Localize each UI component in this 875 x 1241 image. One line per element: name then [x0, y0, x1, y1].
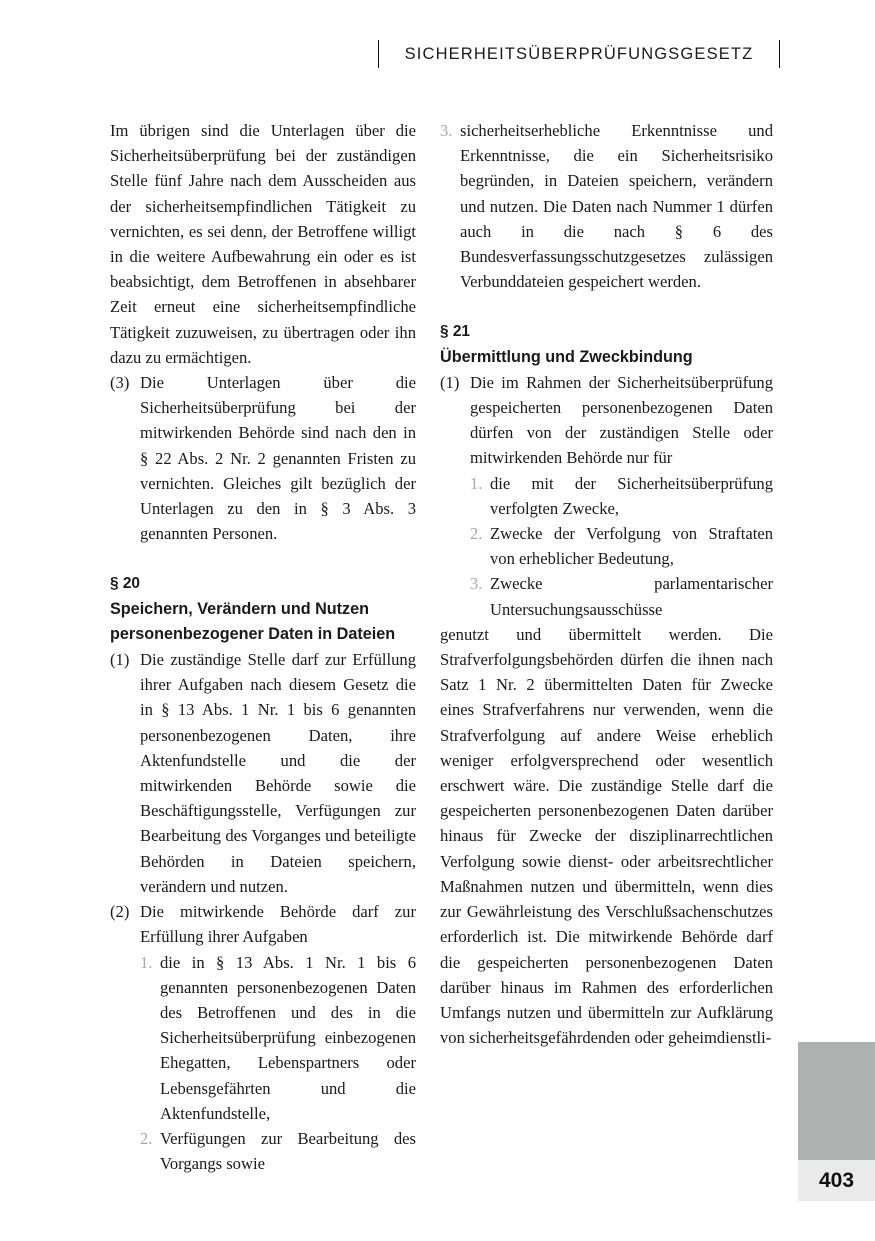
folio-box [798, 1160, 875, 1201]
section-number-21: § 21 [440, 323, 470, 341]
column-left [110, 118, 416, 1176]
list-item [470, 521, 773, 571]
header-rule-right-icon [779, 40, 780, 68]
list-item-text: Verfügungen zur Bearbeitung des Vorgangs sowie [160, 1128, 416, 1174]
paragraph-1-continuation: genutzt und übermittelt werden. Die Strafverfolgungsbehörden dürfen die ihnen nach Satz 1 Nr. 2 übermittelten Daten für Zwecke eines Strafverfahrens nur verwenden, wenn die Strafverfolgung auf andere Weise erheblich weniger erfolgversprechend oder wesentlich erschwert wäre. Die zuständige Stelle darf die gespeicherten personenbezogenen Daten darüber hinaus für Zwecke der disziplinarrechtlichen Verfolgung sowie dienst- oder arbeitsrechtlicher Maßnahmen nutzen und übermitteln, wenn dies zur Gewährleistung des Verschlußsachenschutzes erforderlich ist. Die mitwirkende Behörde darf die gespeicherten personenbezogenen Daten darüber hinaus im Rahmen des erforderlichen Umfangs nutzen und übermitteln zur Aufklärung von sicherheitsgefährdenden oder geheimdienstli- [440, 624, 773, 1048]
section-spacer [440, 294, 773, 319]
list-item-marker: 3. [470, 574, 483, 594]
paragraph-1-label: (1) [110, 650, 130, 670]
header-title: SICHERHEITSÜBERPRÜFUNGSGESETZ [404, 44, 754, 63]
list-item-marker: 2. [470, 524, 483, 544]
list-item [140, 1126, 416, 1176]
list-item [140, 950, 416, 1126]
paragraph-3 [110, 370, 416, 546]
section-number-20: § 20 [110, 575, 140, 593]
paragraph-1-text: Die im Rahmen der Sicherheitsüberprüfung gespeicherten personenbezogenen Daten dürfen von der zuständigen Stelle oder mitwirkenden Behörde nur für [470, 372, 773, 468]
list-item-marker: 3. [440, 121, 453, 140]
paragraph-continuation: Im übrigen sind die Unterlagen über die Sicherheitsüberprüfung bei der zuständigen Stelle fünf Jahre nach dem Ausscheiden aus der sicherheitsempfindlichen Tätigkeit zu vernichten, es sei denn, der Betroffene willigt in die weitere Aufbewahrung ein oder es ist beabsichtigt, dem Betroffenen in absehbarer Zeit erneut eine sicherheitsempfindliche Tätigkeit zuzuweisen, zu übertragen oder ihn dazu zu ermächtigen. [110, 121, 416, 367]
list-item-marker: 1. [470, 473, 483, 493]
page-tab-block [798, 1042, 875, 1160]
list-item-text: die mit der Sicherheitsüberprüfung verfolgten Zwecke, [490, 473, 773, 518]
list-item [440, 118, 773, 294]
section-title-21: Übermittlung und Zweckbindung [440, 347, 693, 366]
paragraph-3-text: Die Unterlagen über die Sicherheitsüberprüfung bei der mitwirkenden Behörde sind nach den in § 22 Abs. 2 Nr. 2 genannten Fristen zu vernichten. Gleiches gilt bezüglich der Unterlagen zu den in § 3 Abs. 3 genannten Personen. [140, 373, 416, 544]
column-right [440, 118, 773, 1050]
paragraph-1 [440, 370, 773, 471]
paragraph-2 [110, 899, 416, 949]
paragraph-1-text: Die zuständige Stelle darf zur Erfüllung ihrer Aufgaben nach diesem Gesetz die in § 13 Abs. 1 Nr. 1 bis 6 genannten personenbezogenen Daten, ihre Aktenfundstelle und die der mitwirkenden Behörde sowie die Beschäftigungsstelle, Verfügungen zur Bearbeitung des Vorganges und beteiligte Behörden in Dateien speichern, verändern und nutzen. [140, 650, 416, 896]
page-number: 403 [818, 1169, 855, 1192]
list-item-marker: 1. [140, 952, 153, 972]
list-item-text: Zwecke parlamentarischer Untersuchungsausschüsse [490, 574, 773, 619]
list-item-text: Zwecke der Verfolgung von Straftaten von erheblicher Bedeutung, [490, 524, 773, 569]
paragraph-2-text: Die mitwirkende Behörde darf zur Erfüllung ihrer Aufgaben [140, 902, 416, 947]
paragraph-1-label: (1) [440, 372, 460, 392]
paragraph-1 [110, 647, 416, 899]
list-item [470, 471, 773, 521]
list-item-marker: 2. [140, 1128, 153, 1148]
paragraph-3-label: (3) [110, 373, 130, 393]
paragraph-2-label: (2) [110, 902, 130, 922]
list-item-text: die in § 13 Abs. 1 Nr. 1 bis 6 genannten personenbezogenen Daten des Betroffenen und des in die Sicherheitsüberprüfung einbezogenen Ehegatten, Lebenspartners oder Lebensgefährten und die Aktenfundstelle, [160, 952, 416, 1123]
section-title-20: Speichern, Verändern und Nutzen personenbezogener Daten in Dateien [110, 599, 396, 643]
list-item [470, 571, 773, 621]
section-spacer [110, 546, 416, 571]
running-header [0, 38, 875, 70]
list-item-text: sicherheitserhebliche Erkenntnisse und Erkenntnisse, die ein Sicherheitsrisiko begründen, in Dateien speichern, verändern und nutzen. Die Daten nach Nummer 1 dürfen auch in die nach § 6 des Bundesverfassungsschutzgesetzes zulässigen Verbunddateien gespeichert werden. [460, 121, 773, 292]
